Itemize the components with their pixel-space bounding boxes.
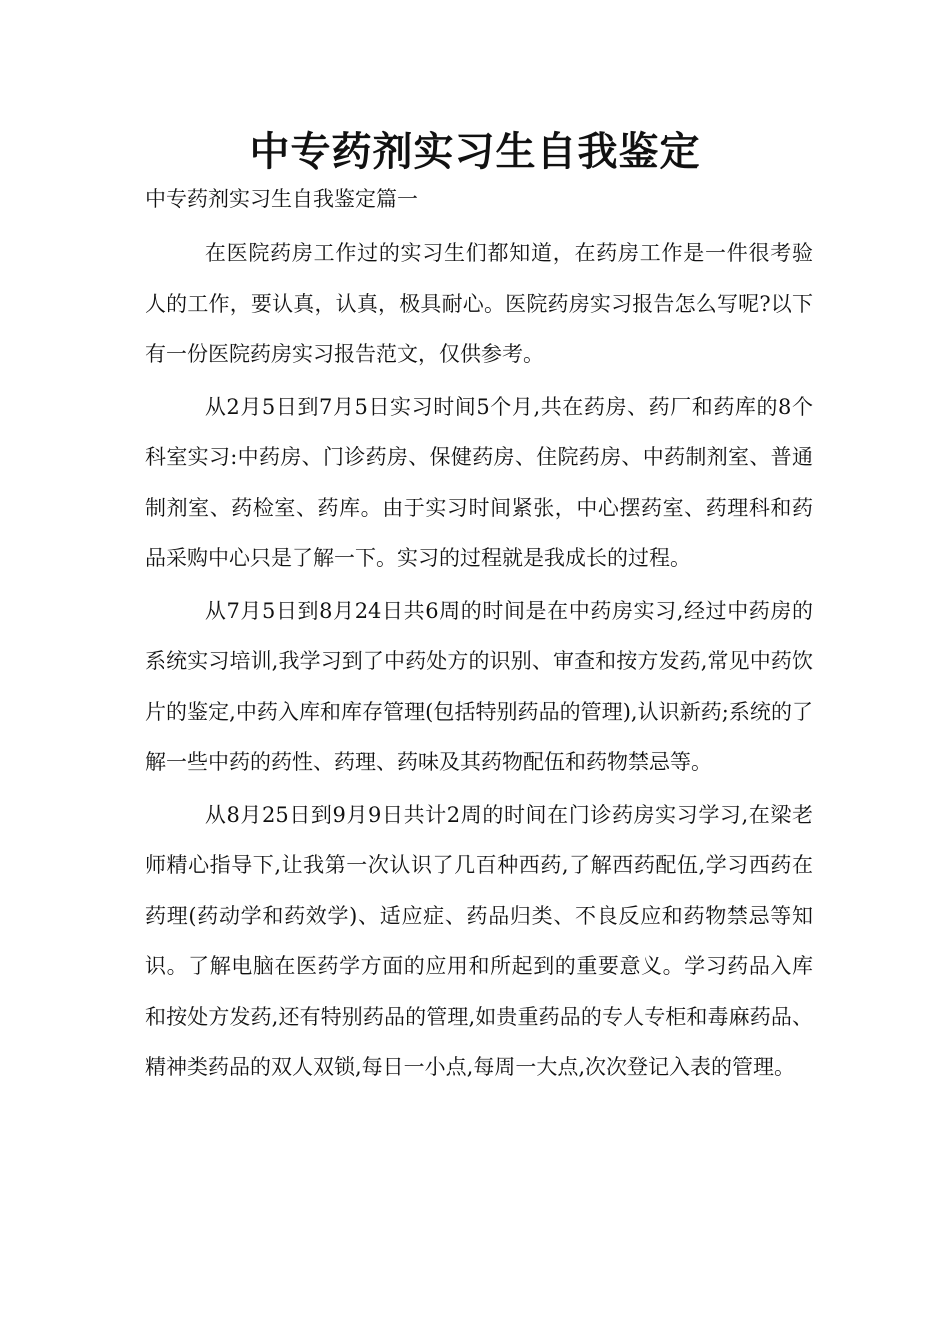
section-heading: 中专药剂实习生自我鉴定篇一 xyxy=(145,187,418,211)
paragraph-1: 在医院药房工作过的实习生们都知道，在药房工作是一件很考验人的工作，要认真，认真，极具耐心。医院药房实习报告怎么写呢?以下有一份医院药房实习报告范文，仅供参考。 xyxy=(145,241,813,366)
paragraph-2: 从2月5日到7月5日实习时间5个月,共在药房、药厂和药库的8个科室实习:中药房、门诊药房、保健药房、住院药房、中药制剂室、普通制剂室、药检室、药库。由于实习时间紧张，中心摆药室、药理科和药品采购中心只是了解一下。实习的过程就是我成长的过程。 xyxy=(145,394,813,570)
document-body xyxy=(145,228,813,1095)
paragraph-4: 从8月25日到9月9日共计2周的时间在门诊药房实习学习,在梁老师精心指导下,让我第一次认识了几百种西药,了解西药配伍,学习西药在药理(药动学和药效学)、适应症、药品归类、不良反应和药物禁忌等知识。了解电脑在医药学方面的应用和所起到的重要意义。学习药品入库和按处方发药,还有特别药品的管理,如贵重药品的专人专柜和毒麻药品、精神类药品的双人双锁,每日一小点,每周一大点,次次登记入表的管理。 xyxy=(145,802,813,1079)
document-title: 中专药剂实习生自我鉴定 xyxy=(249,129,701,175)
paragraph-3: 从7月5日到8月24日共6周的时间是在中药房实习,经过中药房的系统实习培训,我学习到了中药处方的识别、审查和按方发药,常见中药饮片的鉴定,中药入库和库存管理(包括特别药品的管理),认识新药;系统的了解一些中药的药性、药理、药味及其药物配伍和药物禁忌等。 xyxy=(145,598,813,774)
